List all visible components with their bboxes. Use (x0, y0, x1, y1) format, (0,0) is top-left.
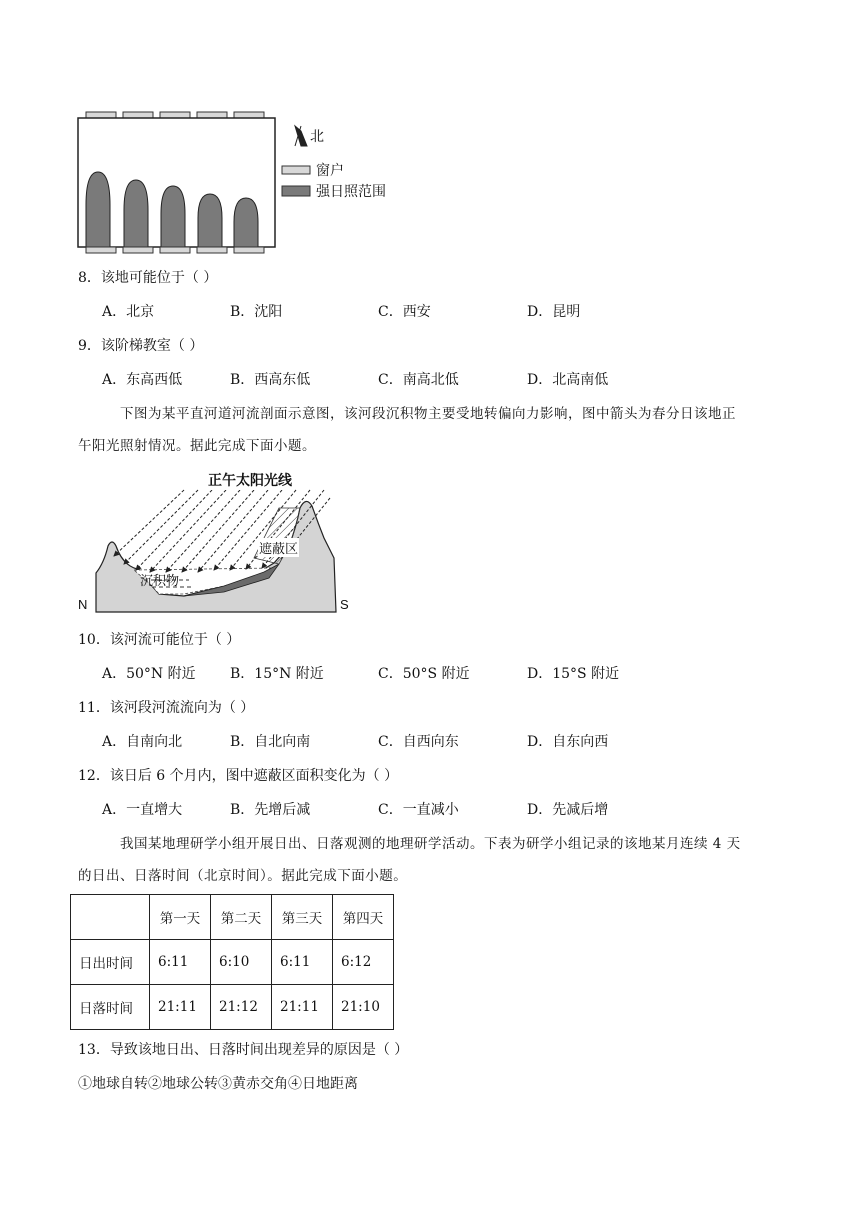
sunlight-range-3 (161, 186, 185, 247)
sunlight-range-1 (86, 172, 110, 247)
question-12-option-c[interactable]: C．一直减小 (378, 802, 459, 818)
north-side-label: N (78, 597, 88, 612)
question-12-option-b[interactable]: B．先增后减 (230, 802, 311, 818)
legend-sunlight-swatch (282, 186, 310, 196)
table-cell: 6:10 (211, 940, 272, 985)
north-arrow-icon (295, 126, 307, 146)
sunrise-sunset-table (70, 894, 394, 1030)
table-cell: 日出时间 (71, 940, 150, 985)
table-header-row (71, 895, 394, 940)
window-bottom-4 (197, 247, 227, 253)
south-side-label: S (340, 597, 349, 612)
table-header-cell: 第三天 (272, 895, 333, 940)
terrain-profile (96, 501, 336, 612)
window-bottom-3 (160, 247, 190, 253)
window-top-1 (86, 112, 116, 118)
window-top-3 (160, 112, 190, 118)
table-header-cell: 第二天 (211, 895, 272, 940)
window-top-5 (234, 112, 264, 118)
north-label: 北 (310, 129, 324, 145)
question-13-stem: 13．导致该地日出、日落时间出现差异的原因是（ ） (78, 1042, 409, 1058)
question-8-option-d[interactable]: D．昆明 (527, 304, 581, 320)
intro-river-line-2: 午阳光照射情况。据此完成下面小题。 (78, 438, 316, 454)
question-11-option-d[interactable]: D．自东向西 (527, 734, 609, 750)
table-cell: 日落时间 (71, 985, 150, 1030)
question-8-option-a[interactable]: A．北京 (102, 304, 155, 320)
intro-sunrise-line-1: 我国某地理研学小组开展日出、日落观测的地理研学活动。下表为研学小组记录的该地某月连续 4 天 (120, 836, 741, 852)
table-row (71, 985, 394, 1030)
question-11-option-c[interactable]: C．自西向东 (378, 734, 459, 750)
question-12-option-a[interactable]: A．一直增大 (102, 802, 183, 818)
question-9-option-a[interactable]: A．东高西低 (102, 372, 183, 388)
window-top-2 (123, 112, 153, 118)
question-8-stem: 8．该地可能位于（ ） (78, 270, 218, 286)
question-11-option-a[interactable]: A．自南向北 (102, 734, 183, 750)
shade-zone-label: 遮蔽区 (258, 538, 299, 557)
intro-sunrise-line-2: 的日出、日落时间（北京时间）。据此完成下面小题。 (78, 868, 408, 884)
legend-window-swatch (282, 166, 310, 174)
river-cross-section-figure (74, 468, 364, 616)
sediment-label: 沉积物 (140, 574, 180, 589)
question-9-option-b[interactable]: B．西高东低 (230, 372, 311, 388)
question-10-option-d[interactable]: D．15°S 附近 (527, 666, 620, 682)
question-11-stem: 11．该河段河流流向为（ ） (78, 700, 255, 716)
table-cell: 21:12 (211, 985, 272, 1030)
question-10-option-c[interactable]: C．50°S 附近 (378, 666, 470, 682)
sunlight-range-5 (234, 198, 258, 247)
question-8-option-b[interactable]: B．沈阳 (230, 304, 283, 320)
table-cell: 21:11 (150, 985, 211, 1030)
question-11-option-b[interactable]: B．自北向南 (230, 734, 311, 750)
question-9-option-c[interactable]: C．南高北低 (378, 372, 459, 388)
table-cell: 6:12 (333, 940, 394, 985)
table-header-cell: 第四天 (333, 895, 394, 940)
sunlight-range-4 (198, 194, 222, 247)
question-10-option-a[interactable]: A．50°N 附近 (102, 666, 196, 682)
sun-rays-title: 正午太阳光线 (206, 470, 294, 490)
legend-window-label: 窗户 (316, 163, 344, 179)
table-header-cell (71, 895, 150, 940)
intro-river-line-1: 下图为某平直河道河流剖面示意图，该河段沉积物主要受地转偏向力影响，图中箭头为春分日该地正 (120, 406, 736, 422)
table-cell: 6:11 (272, 940, 333, 985)
table-cell: 21:11 (272, 985, 333, 1030)
question-9-stem: 9．该阶梯教室（ ） (78, 338, 204, 354)
table-cell: 21:10 (333, 985, 394, 1030)
window-bottom-2 (123, 247, 153, 253)
question-8-option-c[interactable]: C．西安 (378, 304, 431, 320)
question-13-choices: ①地球自转②地球公转③黄赤交角④日地距离 (78, 1076, 358, 1092)
question-10-stem: 10．该河流可能位于（ ） (78, 632, 241, 648)
table-row (71, 940, 394, 985)
window-bottom-1 (86, 247, 116, 253)
sunlight-range-2 (124, 180, 148, 247)
question-10-option-b[interactable]: B．15°N 附近 (230, 666, 324, 682)
question-9-option-d[interactable]: D．北高南低 (527, 372, 609, 388)
question-12-option-d[interactable]: D．先减后增 (527, 802, 609, 818)
table-header-cell: 第一天 (150, 895, 211, 940)
window-top-4 (197, 112, 227, 118)
window-bottom-5 (234, 247, 264, 253)
table-cell: 6:11 (150, 940, 211, 985)
question-12-stem: 12．该日后 6 个月内，图中遮蔽区面积变化为（ ） (78, 768, 399, 784)
legend-sunlight-label: 强日照范围 (316, 184, 386, 200)
